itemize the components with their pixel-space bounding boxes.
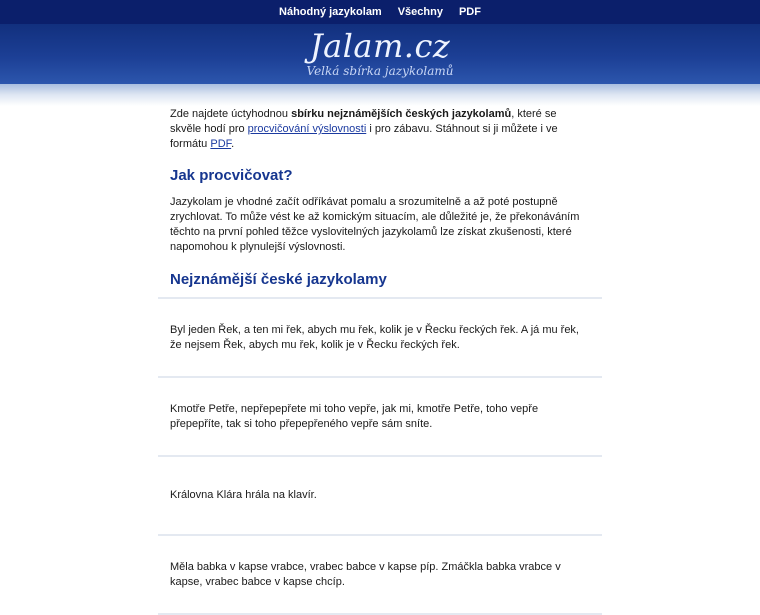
site-logo[interactable]: Jalam.cz [309,27,451,65]
intro-text-2: , které se skvěle hodí pro [170,108,557,135]
intro-paragraph [170,107,590,152]
nav-pdf[interactable]: PDF [458,6,481,18]
practice-paragraph: Jazykolam je vhodné začít odříkávat pomalu a srozumitelně a až poté postupně zrychlovat. To může vést ke až komickým situacím, ale důležité je, že překonáváním těchto na první pohled těžce vyslovitelných jazykolamů lze získat zkušenosti, které napomohou k plynulejší výslovnosti. [170,196,580,253]
intro-text-4: . [231,138,235,150]
header-fade [0,84,760,106]
intro-text-1: Zde najdete úctyhodnou [170,108,292,120]
nav-random-tongue-twister[interactable]: Náhodný jazykolam [279,6,382,18]
intro-bold: sbírku nejznámějších českých jazykolamů [291,108,512,120]
pronunciation-practice-link[interactable]: procvičování výslovnosti [247,123,367,135]
tongue-twister-list [158,297,602,615]
main-content [170,107,590,289]
top-navigation [0,0,760,24]
site-tagline: Velká sbírka jazykolamů [306,64,454,78]
list-item [158,457,602,534]
list-item [158,378,602,455]
list-item [158,536,602,613]
list-item [158,299,602,376]
tongue-twister-text: Byl jeden Řek, a ten mi řek, abych mu řek, kolik je v Řecku řeckých řek. A já mu řek, že nejsem Řek, abych mu řek, kolik je v Řecku řeckých řek. [170,323,579,351]
header-banner [0,24,760,84]
list-heading: Nejznámější české jazykolamy [170,271,387,288]
tongue-twister-text: Měla babka v kapse vrabce, vrabec babce v kapse píp. Zmáčkla babka vrabce v kapse, vrabec babce v kapse chcíp. [170,560,561,588]
nav-all[interactable]: Všechny [397,6,443,18]
practice-heading: Jak procvičovat? [170,167,293,184]
tongue-twister-text: Kmotře Petře, nepřepepřete mi toho vepře, jak mi, kmotře Petře, toho vepře přepepříte, tak si toho přepepřeného vepře sám sníte. [170,402,539,430]
pdf-link[interactable]: PDF [210,138,232,150]
tongue-twister-text: Královna Klára hrála na klavír. [170,489,317,501]
intro-text-3: i pro zábavu. Stáhnout si ji můžete i ve formátu [170,123,558,150]
